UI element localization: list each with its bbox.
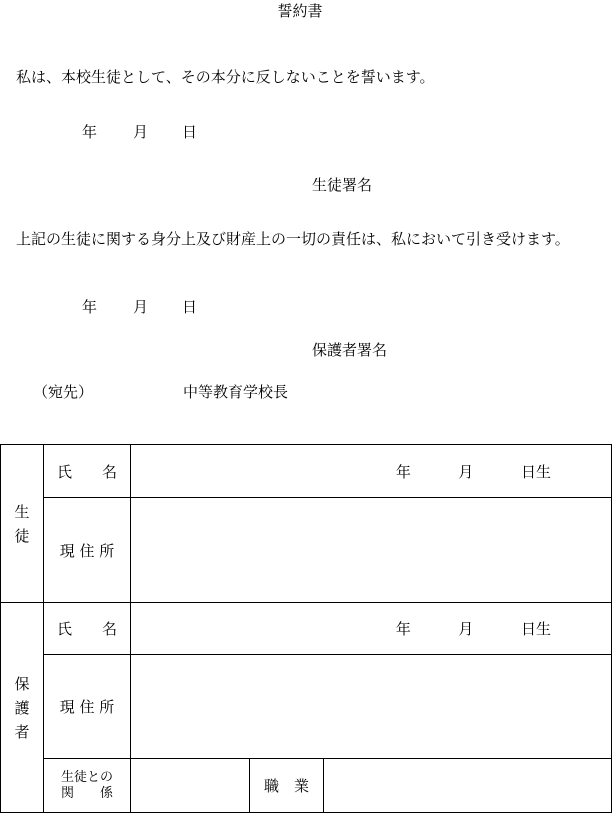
guardian-section-cell bbox=[1, 603, 44, 813]
guardian-birth-day: 日生 bbox=[520, 620, 551, 638]
guardian-address-label: 現 住 所 bbox=[44, 655, 131, 759]
date1-year-label: 年 bbox=[82, 123, 98, 141]
student-address-label: 現 住 所 bbox=[44, 498, 131, 603]
student-section-cell bbox=[1, 445, 44, 603]
guardian-address-row bbox=[1, 655, 612, 759]
guarantor-statement: 上記の生徒に関する身分上及び財産上の一切の責任は、私において引き受けます。 bbox=[16, 230, 570, 248]
date2-year-label: 年 bbox=[82, 298, 98, 316]
date2-day-label: 日 bbox=[182, 298, 198, 316]
student-name-field[interactable] bbox=[131, 445, 612, 498]
student-birth-day: 日生 bbox=[520, 462, 551, 481]
student-section-label: 生徒 bbox=[14, 502, 30, 545]
occupation-field[interactable] bbox=[324, 759, 612, 813]
pledge-statement: 私は、本校生徒として、その本分に反しないことを誓います。 bbox=[16, 68, 435, 86]
relation-label-cell bbox=[44, 759, 131, 813]
student-address-row bbox=[1, 498, 612, 603]
addressee-label: （宛先） bbox=[33, 383, 94, 401]
info-table bbox=[0, 444, 612, 813]
date1-month-label: 月 bbox=[133, 123, 149, 141]
guardian-birth-year: 年 bbox=[395, 620, 411, 638]
relation-label-line1: 生徒との bbox=[60, 769, 113, 785]
student-name-row bbox=[1, 445, 612, 498]
student-birth-year: 年 bbox=[395, 462, 411, 481]
guardian-relation-row bbox=[1, 759, 612, 813]
guardian-address-field[interactable] bbox=[131, 655, 612, 759]
date2-month-label: 月 bbox=[133, 298, 149, 316]
date1-day-label: 日 bbox=[182, 123, 198, 141]
occupation-label: 職 業 bbox=[250, 759, 324, 813]
student-name-label: 氏 名 bbox=[44, 445, 131, 498]
relation-label-line2: 関 係 bbox=[60, 785, 113, 801]
guardian-birth-month: 月 bbox=[458, 620, 474, 638]
student-birth-month: 月 bbox=[458, 462, 474, 481]
student-address-field[interactable] bbox=[131, 498, 612, 603]
principal-label: 中等教育学校長 bbox=[183, 383, 289, 401]
student-signature-label: 生徒署名 bbox=[312, 176, 373, 194]
guardian-name-row bbox=[1, 603, 612, 655]
relation-field[interactable] bbox=[131, 759, 250, 813]
guardian-name-label: 氏 名 bbox=[44, 603, 131, 655]
guardian-section-label: 保護者 bbox=[14, 674, 30, 741]
document-title: 誓約書 bbox=[277, 2, 323, 20]
guardian-name-field[interactable] bbox=[131, 603, 612, 655]
guardian-signature-label: 保護者署名 bbox=[312, 341, 388, 359]
